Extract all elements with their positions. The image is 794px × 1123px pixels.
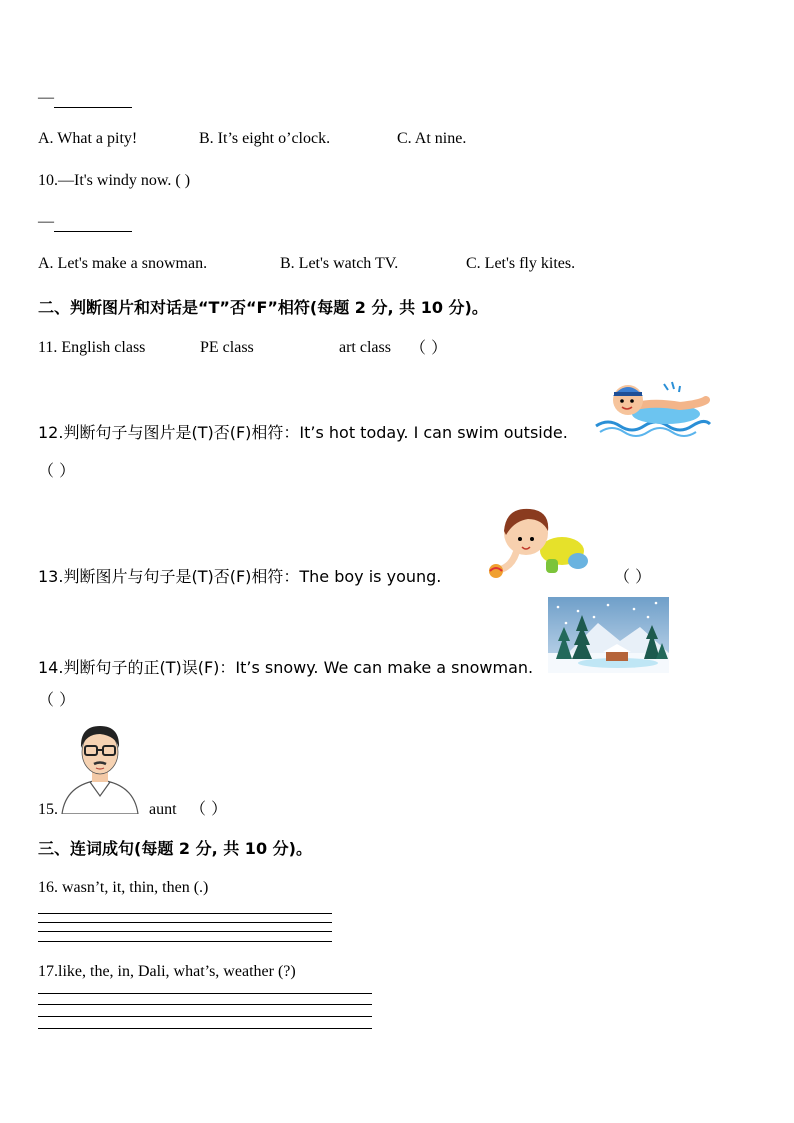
dash: — — [38, 89, 54, 106]
q10-answer-line[interactable] — [38, 212, 132, 232]
crawling-baby-picture — [486, 503, 590, 579]
answer-blank[interactable] — [54, 93, 132, 108]
q15-word-aunt: aunt — [149, 801, 177, 818]
dash: — — [38, 213, 54, 230]
q15-answer-paren[interactable]: （ ） — [190, 799, 228, 818]
writing-line[interactable] — [38, 922, 332, 923]
q13-prompt: 13.判断图片与句子是(T)否(F)相符：The boy is young. — [38, 567, 442, 586]
snowy-landscape-picture — [548, 597, 669, 673]
writing-line[interactable] — [38, 993, 372, 994]
q10-option-c: C. Let's fly kites. — [466, 255, 576, 272]
q12-prompt: 12.判断句子与图片是(T)否(F)相符：It’s hot today. I can swim outside. — [38, 423, 568, 442]
q11-english-class: 11. English class — [38, 339, 146, 356]
q11-art-class: art class — [339, 339, 391, 356]
section-2-heading: 二、判断图片和对话是“T”否“F”相符(每题 2 分, 共 10 分)。 — [38, 298, 488, 317]
writing-line[interactable] — [38, 913, 332, 914]
q9-option-b: B. It’s eight o’clock. — [199, 130, 331, 147]
writing-line[interactable] — [38, 1028, 372, 1029]
q9-option-c: C. At nine. — [397, 130, 467, 147]
q9-answer-line[interactable] — [38, 88, 132, 108]
writing-line[interactable] — [38, 931, 332, 932]
writing-line[interactable] — [38, 941, 332, 942]
q10-option-a: A. Let's make a snowman. — [38, 255, 208, 272]
q15-number: 15. — [38, 801, 58, 818]
q13-answer-paren[interactable]: （ ） — [614, 567, 652, 586]
answer-blank[interactable] — [54, 217, 132, 232]
writing-line[interactable] — [38, 1016, 372, 1017]
swimming-boy-picture — [594, 374, 712, 438]
q17-prompt: 17.like, the, in, Dali, what’s, weather (?) — [38, 963, 296, 980]
q10-prompt: 10.—It's windy now. ( ) — [38, 172, 191, 189]
q11-pe-class: PE class — [200, 339, 254, 356]
q12-answer-paren[interactable]: （ ） — [38, 461, 76, 480]
q9-option-a: A. What a pity! — [38, 130, 138, 147]
q14-prompt: 14.判断句子的正(T)误(F)：It’s snowy. We can make a snowman. — [38, 658, 534, 677]
man-with-glasses-picture — [58, 722, 142, 814]
q10-option-b: B. Let's watch TV. — [280, 255, 399, 272]
q11-answer-paren[interactable]: （ ） — [410, 338, 448, 357]
q14-answer-paren[interactable]: （ ） — [38, 690, 76, 709]
section-3-heading: 三、连词成句(每题 2 分, 共 10 分)。 — [38, 839, 312, 858]
writing-line[interactable] — [38, 1004, 372, 1005]
q16-prompt: 16. wasn’t, it, thin, then (.) — [38, 879, 209, 896]
